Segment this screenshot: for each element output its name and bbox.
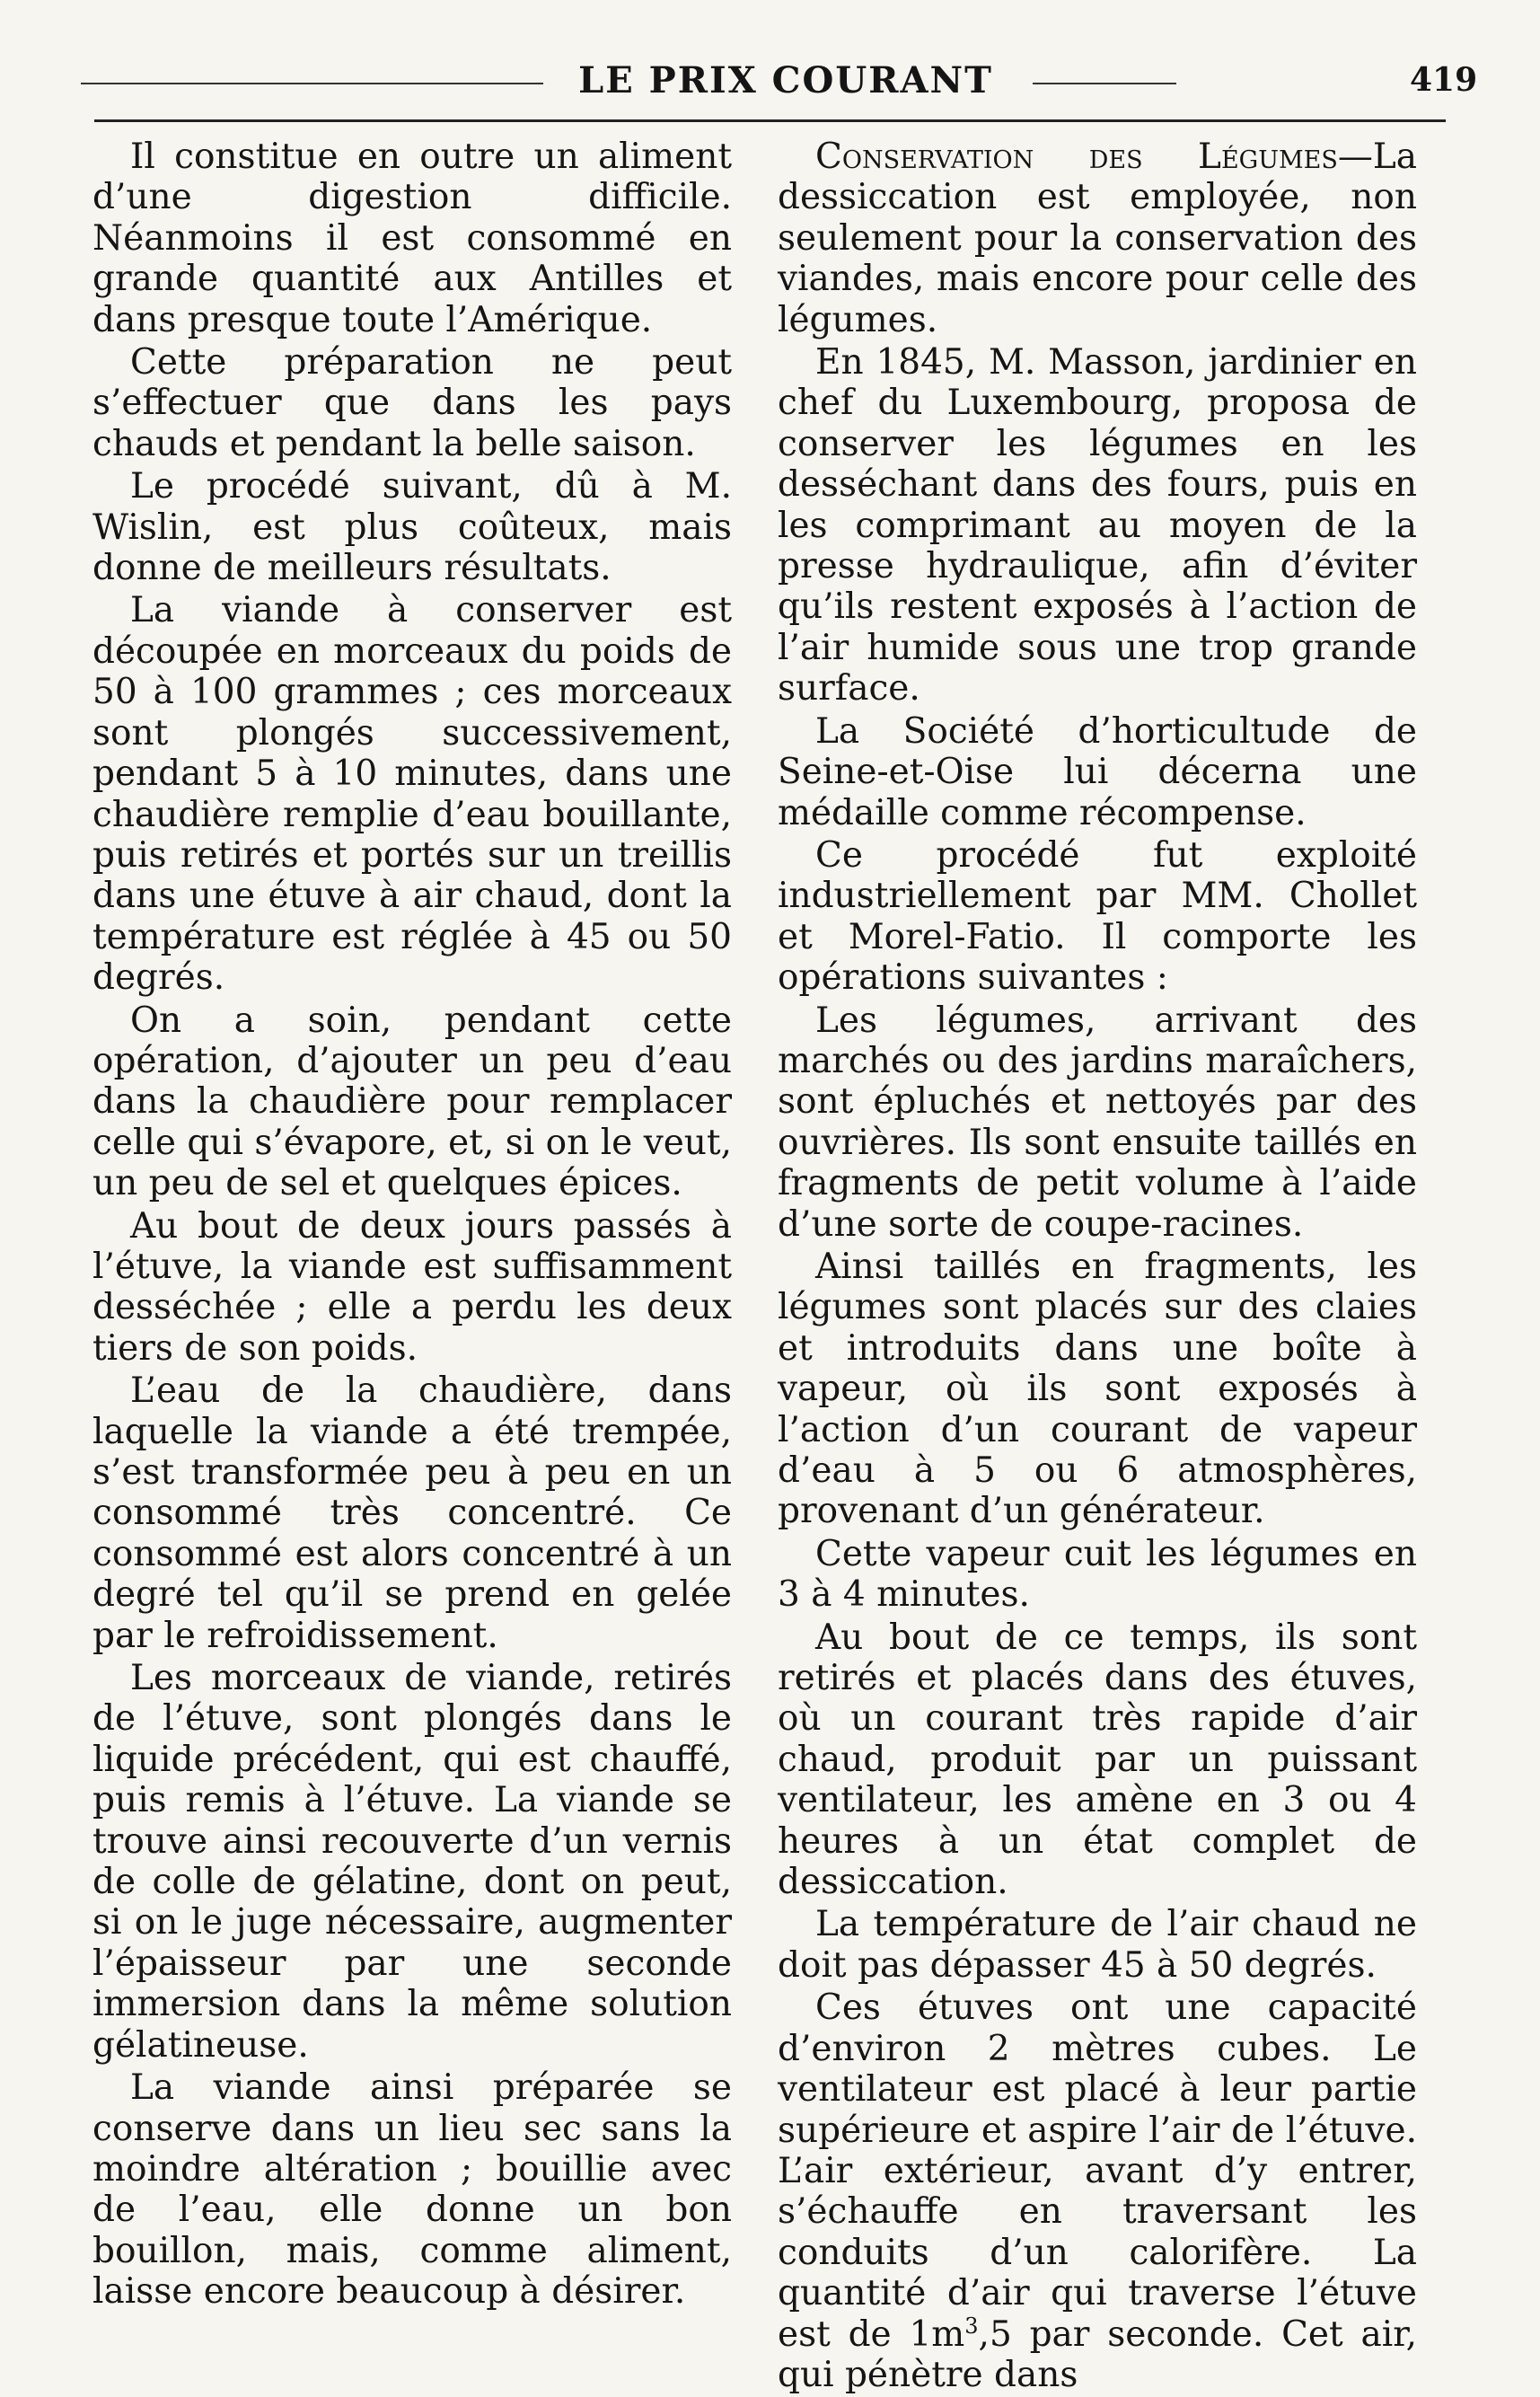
unit-superscript: 3 [964, 2313, 979, 2339]
header-divider [94, 119, 1446, 122]
paragraph: Au bout de ce temps, ils sont retirés et placés dans des étuves, où un courant très rapide d’air chaud, produit par un puissant ventilateur, les amène en 3 ou 4 heures à un état complet de dessiccation. [778, 1617, 1417, 1903]
paragraph: Cette vapeur cuit les légumes en 3 à 4 minutes. [778, 1533, 1417, 1616]
header-rule-left [81, 83, 543, 84]
paragraph: Cette préparation ne peut s’effectuer que dans les pays chauds et pendant la belle saison. [92, 342, 732, 464]
right-column [778, 137, 1417, 2397]
paragraph: La viande ainsi préparée se conserve dans un lieu sec sans la moindre altération ; bouillie avec de l’eau, elle donne un bon bouillon, mais, comme aliment, laisse encore beaucoup à désirer. [92, 2067, 732, 2313]
paragraph: Les morceaux de viande, retirés de l’étuve, sont plongés dans le liquide précédent, qui est chauffé, puis remis à l’étuve. La viande se trouve ainsi recouverte d’un vernis de colle de gélatine, dont on peut, si on le juge nécessaire, augmenter l’épaisseur par une seconde immersion dans la même solution gélatineuse. [92, 1658, 732, 2066]
paragraph: La viande à conserver est découpée en morceaux du poids de 50 à 100 grammes ; ces morceaux sont plongés successivement, pendant 5 à 10 minutes, dans une chaudière remplie d’eau bouillante, puis retirés et portés sur un treillis dans une étuve à air chaud, dont la température est réglée à 45 ou 50 degrés. [92, 590, 732, 999]
section-opening [778, 137, 1417, 340]
paragraph: Ainsi taillés en fragments, les légumes sont placés sur des claies et introduits dans une boîte à vapeur, où ils sont exposés à l’action d’un courant de vapeur d’eau à 5 ou 6 atmosphères, provenant d’un générateur. [778, 1246, 1417, 1532]
paragraph: Le procédé suivant, dû à M. Wislin, est plus coûteux, mais donne de meilleurs résultats. [92, 466, 732, 589]
paragraph: Au bout de deux jours passés à l’étuve, la viande est suffisamment desséchée ; elle a perdu les deux tiers de son poids. [92, 1205, 732, 1369]
paragraph: L’eau de la chaudière, dans laquelle la viande a été trempée, s’est transformée peu à peu en un consommé très concentré. Ce consommé est alors concentré à un degré tel qu’il se prend en gelée par le refroidissement. [92, 1370, 732, 1656]
paragraph: Ce procédé fut exploité industriellement par MM. Chollet et Morel-Fatio. Il comporte les opérations suivantes : [778, 834, 1417, 999]
paragraph: En 1845, M. Masson, jardinier en chef du Luxembourg, proposa de conserver les légumes en les desséchant dans des fours, puis en les comprimant au moyen de la presse hydraulique, afin d’éviter qu’ils restent exposés à l’action de l’air humide sous une trop grande surface. [778, 342, 1417, 709]
paragraph-text: Ces étuves ont une capacité d’environ 2 mètres cubes. Le ventilateur est placé à leur partie supérieure et aspire l’air de l’étuve. L’air extérieur, avant d’y entrer, s’échauffe en traversant les conduits d’un calorifère. La quantité d’air qui traverse l’étuve est de 1m [778, 1987, 1417, 2355]
paragraph-last [778, 1987, 1417, 2395]
section-opening-text: —La dessiccation est employée, non seulement pour la conservation des viandes, mais encore pour celle des légumes. [778, 137, 1417, 340]
paragraph: La température de l’air chaud ne doit pas dépasser 45 à 50 degrés. [778, 1904, 1417, 1986]
paragraph: On a soin, pendant cette opération, d’ajouter un peu d’eau dans la chaudière pour remplacer celle qui s’évapore, et, si on le veut, un peu de sel et quelques épices. [92, 1000, 732, 1204]
paragraph: Les légumes, arrivant des marchés ou des jardins maraîchers, sont épluchés et nettoyés par des ouvrières. Ils sont ensuite taillés en fragments de petit volume à l’aide d’une sorte de coupe-racines. [778, 1000, 1417, 1245]
paragraph: La Société d’horticultude de Seine-et-Oise lui décerna une médaille comme récompense. [778, 710, 1417, 833]
paragraph-tail: ,5 par seconde. Cet air, qui pénètre dans [778, 2313, 1417, 2395]
section-heading: Conservation des Légumes [815, 137, 1338, 177]
paragraph: Il constitue en outre un aliment d’une digestion difficile. Néanmoins il est consommé en grande quantité aux Antilles et dans presque toute l’Amérique. [92, 137, 732, 340]
page-number: 419 [1410, 61, 1478, 99]
page-header [81, 56, 1478, 110]
left-column [92, 137, 732, 2314]
header-rule-right [1033, 83, 1176, 84]
running-title: LE PRIX COURANT [578, 59, 993, 101]
